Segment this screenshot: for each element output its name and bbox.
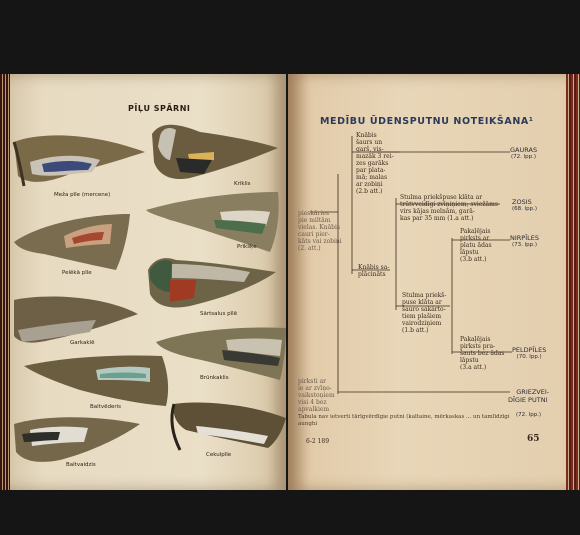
- key-node-5: Pakaļējais pirksts ar platu ādas lāpstu (3.b att.): [460, 228, 492, 263]
- caption-prikste: Prīkšķe: [237, 244, 257, 250]
- caption-sarkanais: Sārtsalus pīlē: [200, 311, 238, 317]
- footer-left-code: 6-2 189: [306, 438, 330, 445]
- key-node-7: pirksti ar ie ar zvīņo- vaikstoņiem visi 4 bez apvalkiem: [298, 378, 335, 413]
- footnote: Tabula nav ietverti tārīgvērdīgie putni (kaltaine, mērkaskas ... un tamlīdzīgi aunghi: [298, 414, 510, 427]
- caption-brunkakle: Brūnkaklis: [200, 375, 229, 381]
- result-peldpiles: PELDPĪLES (70. lpp.): [512, 346, 547, 360]
- caption-krikis: Krīklis: [234, 181, 251, 187]
- left-page-title: PĪĻU SPĀRNI: [128, 104, 191, 113]
- caption-baltvedere: Baltvēderis: [90, 404, 121, 410]
- caption-meza-pile: Meža pīle (mercene): [54, 192, 111, 198]
- result-griezveidigie: GRIEZVEI- DĪGIE PUTNI (72. lpp.): [508, 388, 550, 418]
- caption-garkakle: Garkaklē: [70, 340, 95, 346]
- caption-cekulpile: Cekulpīle: [206, 452, 232, 458]
- caption-peleka-pile: Pelēkā pīle: [62, 270, 92, 276]
- key-node-3: Knābis sa- plācināts: [358, 264, 390, 278]
- open-book: [0, 74, 580, 490]
- right-page-title: MEDĪBU ŪDENSPUTNU NOTEIKŠANA¹: [320, 116, 534, 127]
- result-zosis: ZOSIS (68. lpp.): [512, 198, 538, 212]
- result-gauras: GAURAS (72. lpp.): [510, 146, 538, 160]
- key-node-2: Stulma priekšpuse klāta ar trūtvveidīgi zvīņiņiem; sviežāms virs kājas melnām, garā- kas par 35 mm (1.a att.): [400, 194, 498, 222]
- caption-baltvaidzis: Baltvaidzis: [66, 462, 96, 468]
- key-node-1: Knābis šaurs un garš, vis- mazāk 3 rei- zes garāks par plata- mā; malas ar zobiņi (2.b att.): [356, 132, 394, 195]
- key-node-4: Stulma priekš- puse klāta ar šauro sakārto- tiem plašiem vairodziņiem (1.b att.): [402, 292, 447, 334]
- result-nirpiles: NIRPĪLES (73. lpp.): [510, 234, 539, 248]
- key-node-0: pieskāries pie miltām vielas. Knābis cauri pier- kāts vai zobiņi (2. att.): [298, 210, 342, 252]
- key-node-6: Pakaļējais pirksts pra- šauts bez ādas lāpstu (3.a att.): [460, 336, 505, 371]
- page-number: 65: [527, 434, 540, 444]
